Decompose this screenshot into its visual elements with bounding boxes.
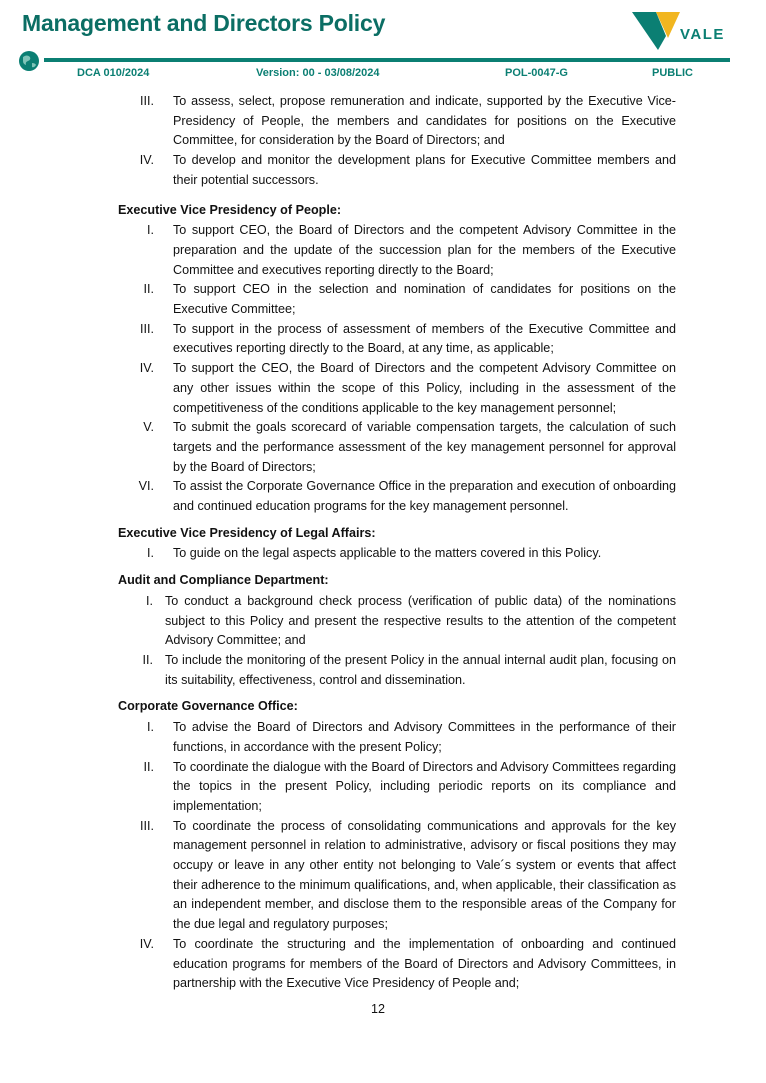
item-text: To include the monitoring of the present Policy in the annual internal audit plan, focusing on its suitability, effectiveness, control and dissemination. (165, 652, 676, 687)
list-item (118, 92, 676, 151)
section-audit (118, 571, 676, 690)
item-number: V. (143, 420, 154, 435)
item-number: III. (140, 94, 154, 108)
page-number: 12 (370, 1002, 385, 1016)
list-item (118, 280, 676, 319)
item-number: II. (142, 652, 153, 667)
policy-code: POL-0047-G (505, 67, 568, 79)
document-title: Management and Directors Policy (22, 10, 386, 36)
classification: PUBLIC (652, 67, 693, 79)
item-text: To coordinate the process of consolidating communications and approvals for the key management personnel in relation to administrative, advisory or fiscal positions they may occupy or leave in any other entity not belonging to Vale´s system or events that affect their adherence to the minimum qualifications, and, when applicable, their classification as an independent member, and disclose them to the responsible areas of the Company for the due legal and regulatory purposes; (173, 818, 676, 932)
item-text: To support the CEO, the Board of Directors and the competent Advisory Committee on any other issues within the scope of this Policy, including in the assessment of the competitiveness of the conditions applicable to the key management personnel; (173, 361, 676, 415)
list-item (118, 758, 676, 817)
document-body (118, 92, 676, 994)
section-heading: Executive Vice Presidency of Legal Affairs: (118, 525, 376, 540)
item-number: I. (146, 593, 153, 608)
item-number: IV. (139, 936, 154, 951)
doc-code: DCA 010/2024 (77, 67, 150, 79)
item-number: III. (140, 321, 154, 336)
logo-text: VALE (680, 26, 725, 43)
item-text: To conduct a background check process (verification of public data) of the nominations subject to this Policy and present the respective results to the attention of the competent Advisory Committee; and (165, 593, 676, 648)
list-item (118, 935, 676, 994)
item-number: IV. (139, 153, 154, 168)
item-number: I. (147, 546, 154, 561)
item-number: III. (140, 818, 154, 833)
list-item (118, 477, 676, 516)
item-text: To coordinate the structuring and the implementation of onboarding and continued education programs for members of the Board of Directors and Advisory Committees, in partnership with the Executive Vice Presidency of People and; (173, 936, 676, 991)
list-item (118, 418, 676, 477)
item-number: IV. (139, 361, 154, 376)
list-item (118, 320, 676, 359)
list-item (118, 651, 676, 690)
item-number: II. (143, 282, 154, 297)
item-text: To develop and monitor the development plans for Executive Committee members and their potential successors. (173, 153, 676, 187)
item-text: To assess, select, propose remuneration and indicate, supported by the Executive Vice-Presidency of People, the members and candidates for positions on the Executive Committee, for consideration by the Board of Directors; and (173, 94, 676, 148)
list-item (118, 151, 676, 190)
item-text: To advise the Board of Directors and Advisory Committees in the performance of their functions, in accordance with the present Policy; (173, 720, 676, 754)
globe-icon (18, 50, 40, 72)
item-number: I. (147, 720, 154, 735)
section-people (118, 201, 676, 517)
item-text: To support CEO, the Board of Directors and the competent Advisory Committee in the preparation and the update of the succession plan for the members of the Executive Committee and executives reporting directly to the Board; (173, 223, 676, 277)
section-legal (118, 524, 676, 564)
list-item (118, 817, 676, 935)
list-item (118, 359, 676, 418)
list-item (118, 221, 676, 280)
item-text: To assist the Corporate Governance Office in the preparation and execution of onboarding and continued education programs for the key management personnel. (173, 479, 676, 514)
section-heading: Executive Vice Presidency of People: (118, 202, 342, 217)
item-text: To coordinate the dialogue with the Board of Directors and Advisory Committees regarding the topics in the present Policy, including periodic reports on its compliance and implementation; (173, 759, 676, 813)
item-number: VI. (138, 479, 154, 494)
item-number: II. (143, 759, 154, 774)
list-item (118, 544, 676, 564)
item-text: To guide on the legal aspects applicable to the matters covered in this Policy. (173, 546, 602, 561)
item-number: I. (147, 223, 154, 238)
section-heading: Corporate Governance Office: (118, 699, 298, 714)
header-rule (44, 58, 730, 62)
version: Version: 00 - 03/08/2024 (256, 67, 380, 79)
section-heading: Audit and Compliance Department: (118, 573, 329, 588)
section-governance (118, 697, 676, 994)
list-item (118, 718, 676, 757)
list-item (118, 592, 676, 651)
item-text: To support in the process of assessment of members of the Executive Committee and executives reporting directly to the Board, at any time, as applicable; (173, 321, 676, 356)
item-text: To support CEO in the selection and nomination of candidates for positions on the Executive Committee; (173, 282, 676, 317)
item-text: To submit the goals scorecard of variable compensation targets, the calculation of such targets and the performance assessment of the key management personnel for approval by the Board of Directors; (173, 420, 676, 474)
